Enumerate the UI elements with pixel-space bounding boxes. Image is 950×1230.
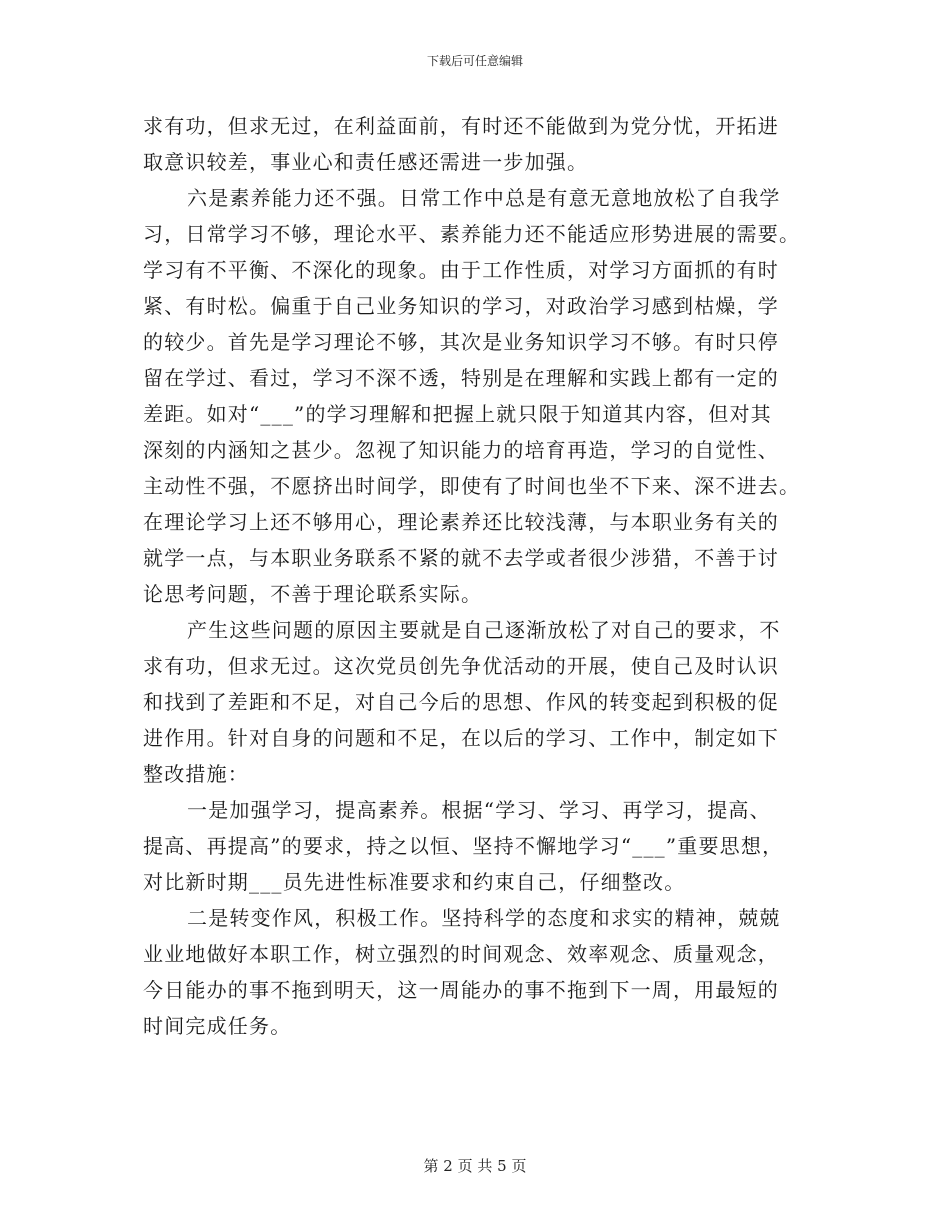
page-footer [0, 1156, 950, 1176]
text-line: 主动性不强，不愿挤出时间学，即使有了时间也坐不下来、深不进去。 [143, 474, 801, 498]
text-line: 产生这些问题的原因主要就是自己逐渐放松了对自己的要求，不 [187, 618, 781, 642]
text-line: 深刻的内涵知之甚少。忽视了知识能力的培育再造，学习的自觉性、 [143, 438, 779, 462]
text-line: 的较少。首先是学习理论不够，其次是业务知识学习不够。有时只停 [143, 330, 779, 354]
text-line: 留在学过、看过，学习不深不透，特别是在理解和实践上都有一定的 [143, 366, 779, 390]
page-number: 第 2 页 共 5 页 [423, 1157, 527, 1175]
text-line: 进作用。针对自身的问题和不足，在以后的学习、工作中，制定如下 [143, 726, 779, 750]
document-body [143, 108, 823, 1044]
text-line: 二是转变作风，积极工作。坚持科学的态度和求实的精神，兢兢 [187, 906, 781, 930]
text-line: 业业地做好本职工作，树立强烈的时间观念、效率观念、质量观念， [143, 942, 779, 966]
text-line: 求有功，但求无过。这次党员创先争优活动的开展，使自己及时认识 [143, 654, 779, 678]
text-line: 今日能办的事不拖到明天，这一周能办的事不拖到下一周，用最短的 [143, 978, 779, 1002]
text-line: 提高、再提高”的要求，持之以恒、坚持不懈地学习“___”重要思想， [143, 834, 784, 858]
text-line: 时间完成任务。 [143, 1014, 292, 1038]
text-line: 习，日常学习不够，理论水平、素养能力还不能适应形势进展的需要。 [143, 222, 801, 246]
text-line: 在理论学习上还不够用心，理论素养还比较浅薄，与本职业务有关的 [143, 510, 779, 534]
text-line: 就学一点，与本职业务联系不紧的就不去学或者很少涉猎，不善于讨 [143, 546, 779, 570]
text-line: 求有功，但求无过，在利益面前，有时还不能做到为党分忧，开拓进 [143, 114, 779, 138]
text-line: 和找到了差距和不足，对自己今后的思想、作风的转变起到积极的促 [143, 690, 779, 714]
text-line: 学习有不平衡、不深化的现象。由于工作性质，对学习方面抓的有时 [143, 258, 779, 282]
text-line: 取意识较差，事业心和责任感还需进一步加强。 [143, 150, 589, 174]
text-line: 对比新时期___员先进性标准要求和约束自己，仔细整改。 [143, 870, 686, 894]
text-line: 一是加强学习，提高素养。根据“学习、学习、再学习，提高、 [187, 798, 771, 822]
text-line: 六是素养能力还不强。日常工作中总是有意无意地放松了自我学 [187, 186, 781, 210]
text-line: 论思考问题，不善于理论联系实际。 [143, 582, 483, 606]
text-line: 差距。如对“___”的学习理解和把握上就只限于知道其内容，但对其 [143, 402, 772, 426]
text-line: 紧、有时松。偏重于自己业务知识的学习，对政治学习感到枯燥，学 [143, 294, 779, 318]
page-header [0, 53, 950, 69]
text-line: 整改措施： [143, 762, 249, 786]
header-note: 下载后可任意编辑 [426, 54, 523, 68]
